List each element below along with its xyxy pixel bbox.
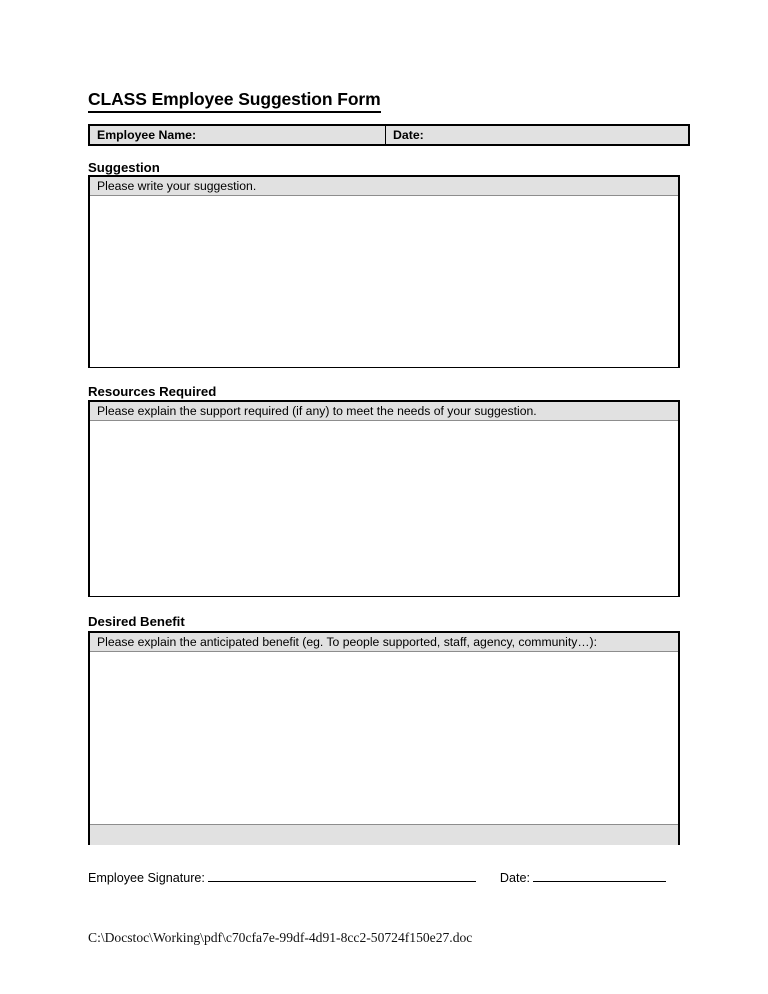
section-heading-desired-benefit: Desired Benefit	[88, 614, 185, 629]
employee-name-cell[interactable]	[90, 126, 386, 144]
signature-row	[88, 868, 648, 890]
resources-required-prompt: Please explain the support required (if any) to meet the needs of your suggestion.	[90, 402, 678, 421]
signature-date-label: Date:	[499, 871, 531, 885]
table-row	[90, 126, 688, 144]
resources-required-response-area[interactable]	[90, 421, 678, 596]
page-title: CLASS Employee Suggestion Form	[88, 89, 381, 113]
suggestion-response-area[interactable]	[90, 196, 678, 367]
resources-required-table	[88, 400, 680, 597]
suggestion-table	[88, 175, 680, 368]
footer-file-path: C:\Docstoc\Working\pdf\c70cfa7e-99df-4d91-8cc2-50724f150e27.doc	[88, 930, 473, 945]
employee-name-label: Employee Name:	[97, 128, 197, 142]
desired-benefit-footer-band[interactable]	[90, 824, 678, 845]
suggestion-prompt: Please write your suggestion.	[90, 177, 678, 196]
identity-table	[88, 124, 690, 146]
date-cell[interactable]	[386, 126, 688, 144]
desired-benefit-prompt: Please explain the anticipated benefit (eg. To people supported, staff, agency, community…):	[90, 633, 678, 652]
desired-benefit-response-area[interactable]	[90, 652, 678, 824]
employee-signature-field[interactable]	[208, 868, 476, 882]
signature-date-field[interactable]	[533, 868, 666, 882]
section-heading-resources-required: Resources Required	[88, 384, 217, 399]
employee-signature-label: Employee Signature:	[88, 871, 205, 885]
desired-benefit-table	[88, 631, 680, 845]
date-label: Date:	[393, 128, 424, 142]
section-heading-suggestion: Suggestion	[88, 160, 160, 175]
